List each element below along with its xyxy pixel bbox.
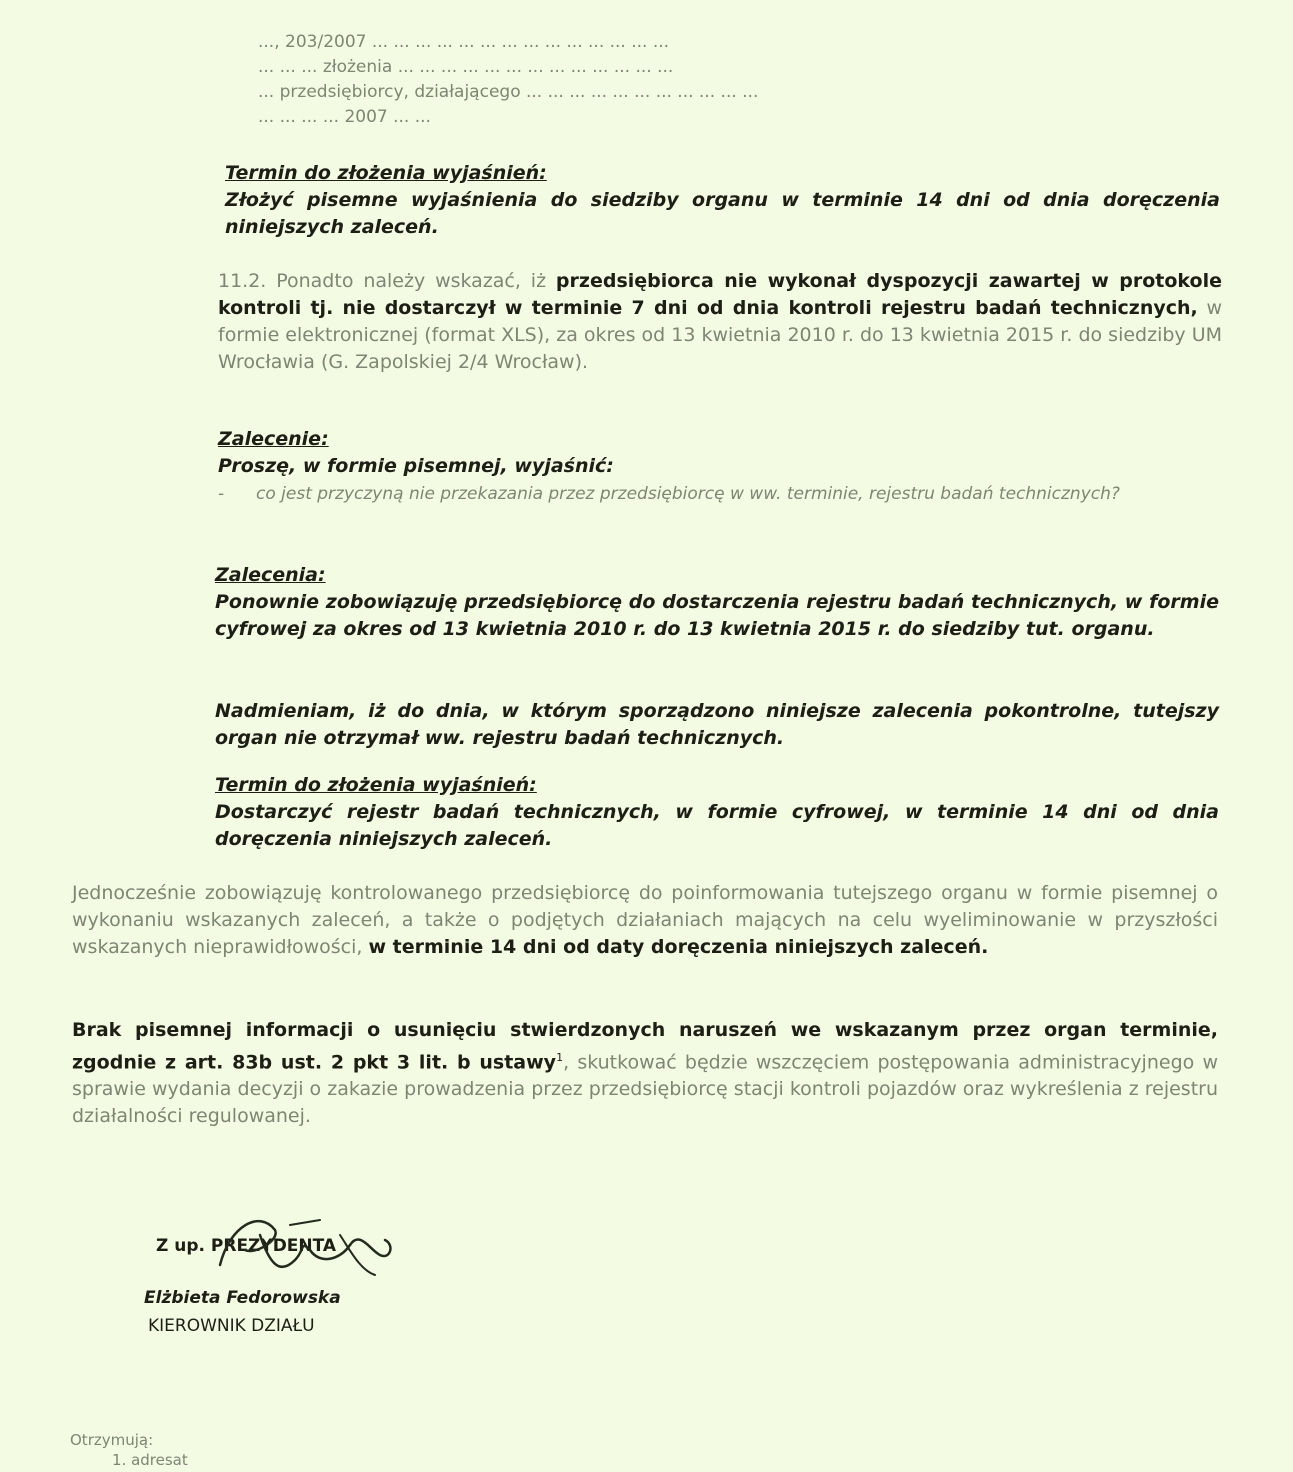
section2-deadline-text: Dostarczyć rejestr badań technicznych, w formie cyfrowej, w terminie 14 dni od dnia doręczenia niniejszych zaleceń. <box>215 801 1219 850</box>
recommendations-heading: Zalecenia: <box>215 564 326 586</box>
recommendation-heading: Zalecenie: <box>218 428 329 450</box>
signature-title: KIEROWNIK DZIAŁU <box>148 1316 315 1336</box>
obligation-paragraph <box>72 880 1218 961</box>
obligation-bold: w terminie 14 dni od daty doręczenia niniejszych zaleceń. <box>368 936 989 958</box>
warning-bold: Brak pisemnej informacji o usunięciu stwierdzonych naruszeń we wskazanym przez organ terminie, zgodnie z art. 83b ust. 2 pkt 3 lit. b ustawy <box>72 1019 1218 1074</box>
section1-deadline <box>225 160 1220 241</box>
warning-paragraph <box>72 1017 1218 1130</box>
section1-deadline-text: Złożyć pisemne wyjaśnienia do siedziby organu w terminie 14 dni od dnia doręczenia niniejszych zaleceń. <box>225 189 1220 238</box>
bullet-dash: - <box>218 484 225 504</box>
recommendations-text: Ponownie zobowiązuję przedsiębiorcę do dostarczenia rejestru badań technicznych, w formie cyfrowej za okres od 13 kwietnia 2010 r. do 13 kwietnia 2015 r. do siedziby tut. organu. <box>215 591 1219 640</box>
signature-name: Elżbieta Fedorowska <box>144 1288 341 1308</box>
signature-line1: Z up. PREZYDENTA <box>156 1236 337 1256</box>
recommendation-bullet <box>218 482 1222 507</box>
section2-intro-number: 11.2. Ponadto należy wskazać, iż <box>218 270 547 292</box>
top-fragment-line-3: ... przedsiębiorcy, działającego ... ... ... ... ... ... ... ... ... ... ... <box>258 82 759 102</box>
top-fragment-line-1: ..., 203/2007 ... ... ... ... ... ... ... ... ... ... ... ... ... ... <box>258 32 670 52</box>
recipient-1: 1. adresat <box>112 1451 188 1469</box>
section2-intro-bold: przedsiębiorca nie wykonał dyspozycji zawartej w protokole kontroli tj. nie dostarczył w terminie 7 dni od dnia kontroli rejestru badań technicznych, <box>218 270 1222 319</box>
section2-deadline-heading: Termin do złożenia wyjaśnień: <box>215 774 537 796</box>
section2-recommendation <box>218 426 1222 507</box>
top-fragment-line-4: ... ... ... ... 2007 ... ... <box>258 107 431 127</box>
section2-recommendations <box>215 562 1219 643</box>
recipients-label: Otrzymują: <box>70 1431 154 1449</box>
section2-intro <box>218 268 1222 376</box>
section2-intro-rest: w formie elektronicznej (format XLS), za okres od 13 kwietnia 2010 r. do 13 kwietnia 2015 r. do siedziby UM Wrocławia (G. Zapolskiej 2/4 Wrocław). <box>218 297 1222 373</box>
top-fragment <box>258 30 1218 130</box>
footnote-marker: 1 <box>556 1051 564 1064</box>
section1-deadline-heading: Termin do złożenia wyjaśnień: <box>225 162 547 184</box>
bullet-text: co jest przyczyną nie przekazania przez przedsiębiorcę w ww. terminie, rejestru badań technicznych? <box>256 484 1120 504</box>
warning-regular: , skutkować będzie wszczęciem postępowania administracyjnego w sprawie wydania decyzji o zakazie prowadzenia przez przedsiębiorcę stacji kontroli pojazdów oraz wykreślenia z rejestru działalności regulowanej. <box>72 1051 1218 1128</box>
handwritten-signature <box>200 1205 410 1295</box>
section2-note: Nadmieniam, iż do dnia, w którym sporządzono niniejsze zalecenia pokontrolne, tutejszy organ nie otrzymał ww. rejestru badań technicznych. <box>215 700 1219 749</box>
recipients <box>70 1430 188 1470</box>
obligation-regular: Jednocześnie zobowiązuję kontrolowanego przedsiębiorcę do poinformowania tutejszego organu w formie pisemnej o wykonaniu wskazanych zaleceń, a także o podjętych działaniach mających na celu wyeliminowanie w przyszłości wskazanych nieprawidłowości, <box>72 882 1218 958</box>
recommendation-text: Proszę, w formie pisemnej, wyjaśnić: <box>218 455 614 477</box>
top-fragment-line-2: ... ... ... złożenia ... ... ... ... ... ... ... ... ... ... ... ... ... <box>258 57 674 77</box>
section2-deadline <box>215 772 1219 853</box>
